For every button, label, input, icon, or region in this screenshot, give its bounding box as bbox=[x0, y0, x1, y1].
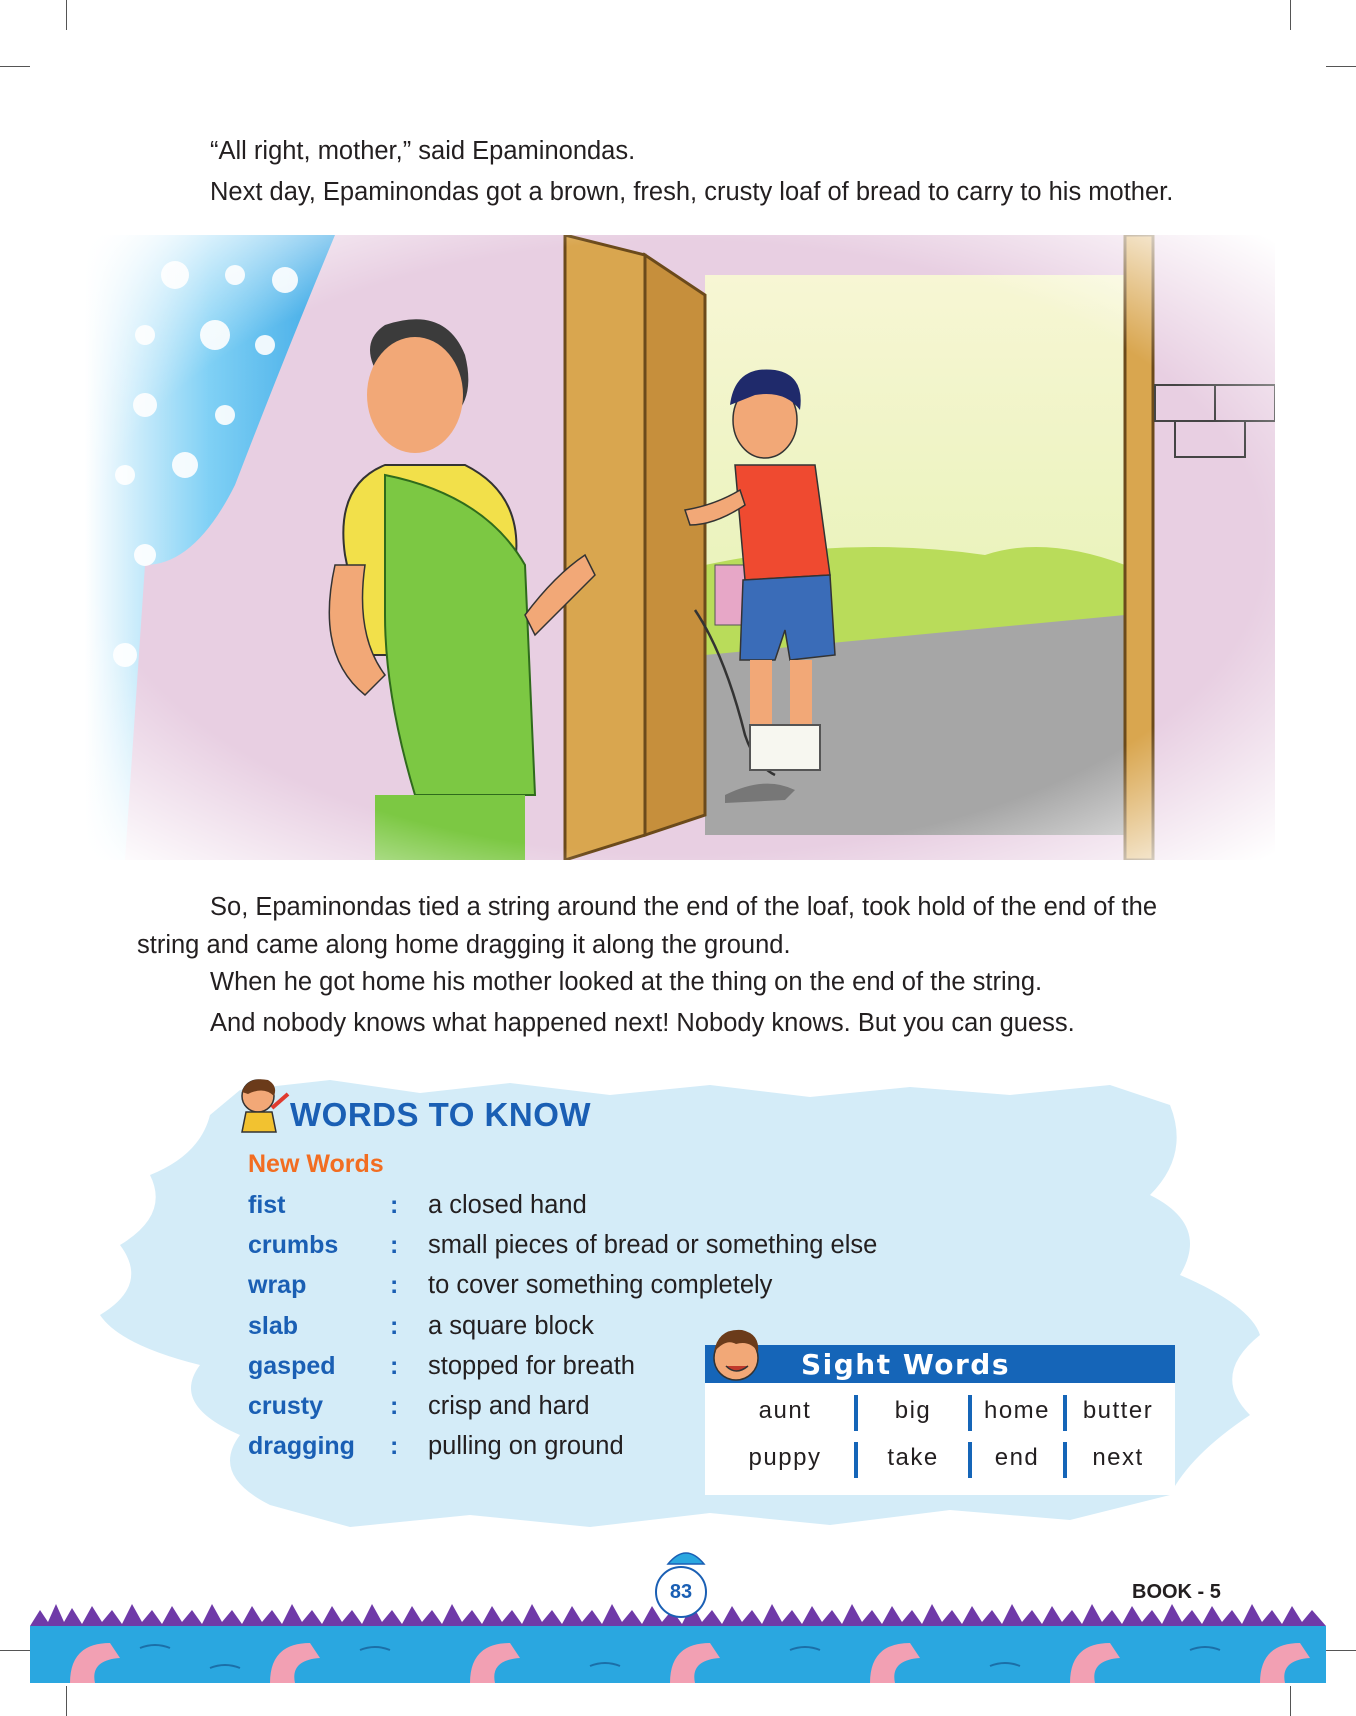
sight-words-header bbox=[705, 1345, 1175, 1383]
vocab-separator: : bbox=[390, 1271, 399, 1299]
separator-bar bbox=[854, 1442, 858, 1478]
vocab-meaning: stopped for breath bbox=[428, 1352, 635, 1380]
story-line-5: And nobody knows what happened next! Nobody knows. But you can guess. bbox=[210, 1009, 1075, 1037]
sight-word: big bbox=[894, 1397, 932, 1424]
vocab-row bbox=[248, 1271, 773, 1311]
sight-word: butter bbox=[1082, 1397, 1154, 1424]
vocab-meaning: small pieces of bread or something else bbox=[428, 1231, 878, 1259]
words-to-know-title: WORDS TO KNOW bbox=[290, 1096, 592, 1133]
vocab-meaning: crisp and hard bbox=[428, 1392, 590, 1420]
page-number: 83 bbox=[655, 1566, 707, 1618]
vocab-meaning: a closed hand bbox=[428, 1191, 587, 1219]
vocab-row bbox=[248, 1231, 878, 1271]
sight-word: end bbox=[994, 1444, 1040, 1471]
sight-words-title: Sight Words bbox=[801, 1348, 1011, 1381]
sight-word: aunt bbox=[758, 1397, 812, 1424]
boy-face-icon bbox=[700, 1322, 774, 1386]
crop-mark bbox=[66, 1686, 67, 1716]
vocab-separator: : bbox=[390, 1392, 399, 1420]
vocab-word: crusty bbox=[248, 1392, 324, 1420]
boy-mascot-icon bbox=[228, 1072, 292, 1136]
sight-words-box bbox=[705, 1345, 1175, 1495]
vocab-word: dragging bbox=[248, 1432, 355, 1460]
crop-mark bbox=[66, 0, 67, 30]
vocab-separator: : bbox=[390, 1231, 399, 1259]
crop-mark bbox=[1290, 0, 1291, 30]
separator-bar bbox=[1063, 1442, 1067, 1478]
story-line-4: When he got home his mother looked at the thing on the end of the string. bbox=[210, 968, 1043, 996]
book-label: BOOK - 5 bbox=[1132, 1581, 1221, 1603]
vocab-row bbox=[248, 1432, 768, 1472]
umbrella-icon bbox=[664, 1542, 708, 1568]
vocab-word: gasped bbox=[248, 1352, 336, 1380]
story-para-3b: string and came along home dragging it along the ground. bbox=[137, 931, 791, 959]
vocab-meaning: to cover something completely bbox=[428, 1271, 773, 1299]
vocab-meaning: a square block bbox=[428, 1312, 594, 1340]
vocab-row bbox=[248, 1352, 768, 1392]
vocab-separator: : bbox=[390, 1312, 399, 1340]
crop-mark bbox=[0, 1650, 30, 1651]
story-line-2: Next day, Epaminondas got a brown, fresh, crusty loaf of bread to carry to his mother. bbox=[210, 178, 1174, 206]
vocab-meaning: pulling on ground bbox=[428, 1432, 624, 1460]
edge-fade bbox=[85, 235, 1275, 860]
vocab-word: slab bbox=[248, 1312, 299, 1340]
sight-word: puppy bbox=[748, 1444, 822, 1471]
story-illustration bbox=[85, 235, 1275, 860]
separator-bar bbox=[854, 1395, 858, 1431]
vocab-word: fist bbox=[248, 1191, 286, 1219]
sight-word: home bbox=[983, 1397, 1051, 1424]
new-words-subtitle: New Words bbox=[248, 1150, 384, 1178]
vocab-separator: : bbox=[390, 1352, 399, 1380]
vocab-row bbox=[248, 1312, 768, 1352]
sight-word: take bbox=[887, 1444, 939, 1471]
crop-mark bbox=[0, 66, 30, 67]
separator-bar bbox=[1063, 1395, 1067, 1431]
story-line-1: “All right, mother,” said Epaminondas. bbox=[210, 137, 636, 165]
story-para-3a: So, Epaminondas tied a string around the end of the loaf, took hold of the end of the bbox=[210, 893, 1157, 921]
sight-word: next bbox=[1092, 1444, 1144, 1471]
crop-mark bbox=[1326, 66, 1356, 67]
vocab-word: crumbs bbox=[248, 1231, 339, 1259]
crop-mark bbox=[1326, 1650, 1356, 1651]
vocab-row bbox=[248, 1191, 768, 1231]
vocab-separator: : bbox=[390, 1191, 399, 1219]
crop-mark bbox=[1290, 1686, 1291, 1716]
vocab-word: wrap bbox=[248, 1271, 307, 1299]
vocab-row bbox=[248, 1392, 768, 1432]
vocab-separator: : bbox=[390, 1432, 399, 1460]
